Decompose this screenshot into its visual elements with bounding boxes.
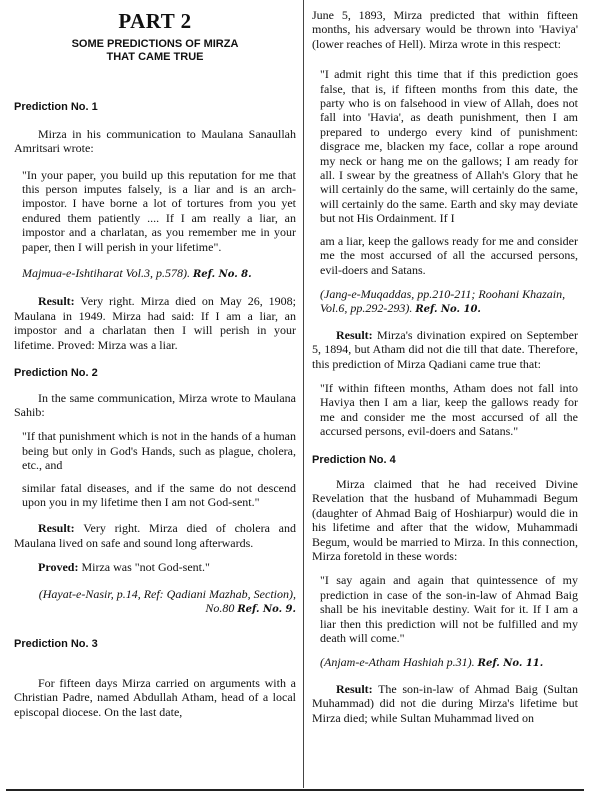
reference-mark: Ref. No. 9. xyxy=(237,603,296,615)
reference-text: (Hayat-e-Nasir, p.14, Ref: Qadiani Mazhab, Section), No.80 xyxy=(38,586,296,615)
page-subtitle xyxy=(14,38,296,64)
proved-label: Proved: xyxy=(38,560,79,575)
reference-text: (Jang-e-Muqaddas, pp.210-211; Roohani Khazain, Vol.6, pp.292-293). xyxy=(320,286,566,316)
reference-mark: Ref. No. 10. xyxy=(415,304,481,316)
prediction-2-quote-b: similar fatal diseases, and if the same do not descend upon you in my lifetime then I am not God-sent." xyxy=(22,480,296,509)
prediction-2-quote-a: "If that punishment which is not in the hands of a human being but only in God's Hands, such as plague, cholera, etc., and xyxy=(22,429,296,473)
reference-text: Majmua-e-Ishtiharat Vol.3, p.578). xyxy=(22,266,190,281)
prediction-2-heading: Prediction No. 2 xyxy=(14,367,98,380)
result-text: The son-in-law of Ahmad Baig (Sultan Muhammad) did not die during Mirza's lifetime but Mirza died; while Sultan Muhammad lived on xyxy=(312,681,578,725)
result-text: Very right. Mirza died on May 26, 1908; Maulana in 1949. Mirza had said: If I am a liar, an impostor and a charlatan then I will perish in your lifetime. Proved: Mirza was a liar. xyxy=(14,294,296,352)
prediction-3-quote-2: "If within fifteen months, Atham does not fall into Haviya then I am a liar, keep the gallows ready for me and consider me the most accursed of all the accursed persons, evil-doers and Satans." xyxy=(320,380,578,439)
prediction-1-reference xyxy=(22,266,296,282)
result-label: Result: xyxy=(38,521,75,536)
prediction-4-heading: Prediction No. 4 xyxy=(312,453,396,466)
result-label: Result: xyxy=(38,294,75,309)
result-label: Result: xyxy=(336,681,373,696)
prediction-3-quote-b: am a liar, keep the gallows ready for me and consider me the most accursed of all the accursed persons, evil-doers and Satans. xyxy=(320,233,578,277)
reference-mark: Ref. No. 11. xyxy=(477,658,544,670)
result-label: Result: xyxy=(336,327,373,342)
page-title: PART 2 xyxy=(118,9,192,33)
prediction-1-result xyxy=(14,294,296,352)
reference-text: (Anjam-e-Atham Hashiah p.31). xyxy=(320,655,475,670)
prediction-1-intro: Mirza in his communication to Maulana Sanaullah Amritsari wrote: xyxy=(14,126,296,156)
prediction-1-quote: "In your paper, you build up this reputation for me that this person imputes falsely, is a liar and is an arch-impostor. I have borne a lot of tortures from you yet endured them patiently .... If I am really a liar, an impostor and a charlatan, as you remember me in your paper, then I will perish in your lifetime". xyxy=(22,167,296,254)
prediction-2-proved xyxy=(14,560,296,574)
prediction-3-quote-a: "I admit right this time that if this prediction goes false, that is, if fifteen months from this date, the party who is on falsehood in view of Allah, does not fall into 'Havia', as death punishment, then I am prepared to undergo every kind of punishment: disgrace me, blacken my face, collar a rope around my neck or hang me on the gallows; I am ready for all. I swear by the greatness of Allah's Glory that he will certainly do the same, will certainly do the same, will certainly do the same. Earth and sky may deviate but not His Ordainment. If I xyxy=(320,67,578,226)
result-text: Mirza's divination expired on September 5, 1894, but Atham did not die till that date. Therefore, this prediction of Mirza Qadiani came true that: xyxy=(312,327,578,371)
right-column xyxy=(312,0,578,725)
prediction-3-text: For fifteen days Mirza carried on arguments with a Christian Padre, named Abdullah Atham, head of a local episcopal diocese. On the last date, xyxy=(14,675,296,719)
column-divider xyxy=(303,0,304,788)
result-text: Very right. Mirza died of cholera and Maulana lived on safe and sound long afterwards. xyxy=(14,521,296,550)
prediction-3-reference xyxy=(320,287,578,318)
prediction-2-result xyxy=(14,521,296,550)
prediction-3-heading: Prediction No. 3 xyxy=(14,638,98,651)
prediction-3-continued: June 5, 1893, Mirza predicted that within fifteen months, his adversary would be thrown into 'Haviya' (lower reaches of Hell). Mirza wrote in this respect: xyxy=(312,8,578,51)
prediction-4-text: Mirza claimed that he had received Divine Revelation that the husband of Muhammadi Begum (daughter of Ahmad Baig of Hoshiarpur) would die in his lifetime and after that the widow, Muhammadi Begum, would be married to Mirza. In this connection, Mirza foretold in these words: xyxy=(312,476,578,563)
subtitle-line-2: THAT CAME TRUE xyxy=(106,51,204,64)
prediction-2-intro: In the same communication, Mirza wrote to Maulana Sahib: xyxy=(14,390,296,419)
subtitle-line-1: SOME PREDICTIONS OF MIRZA xyxy=(71,38,239,51)
proved-text: Mirza was "not God-sent." xyxy=(81,560,210,575)
prediction-2-reference xyxy=(14,587,296,618)
prediction-3-result xyxy=(312,328,578,371)
left-column xyxy=(14,0,296,719)
prediction-4-result xyxy=(312,682,578,725)
prediction-1-heading: Prediction No. 1 xyxy=(14,101,98,114)
bottom-rule xyxy=(6,789,584,791)
prediction-4-quote: "I say again and again that quintessence of my prediction in case of the son-in-law of Ahmad Baig shall be his inevitable destiny. Wait for it. If I am a liar then this prediction will not be fulfilled and my death will come." xyxy=(320,573,578,646)
prediction-4-reference xyxy=(320,655,578,671)
reference-mark: Ref. No. 8. xyxy=(192,269,252,281)
